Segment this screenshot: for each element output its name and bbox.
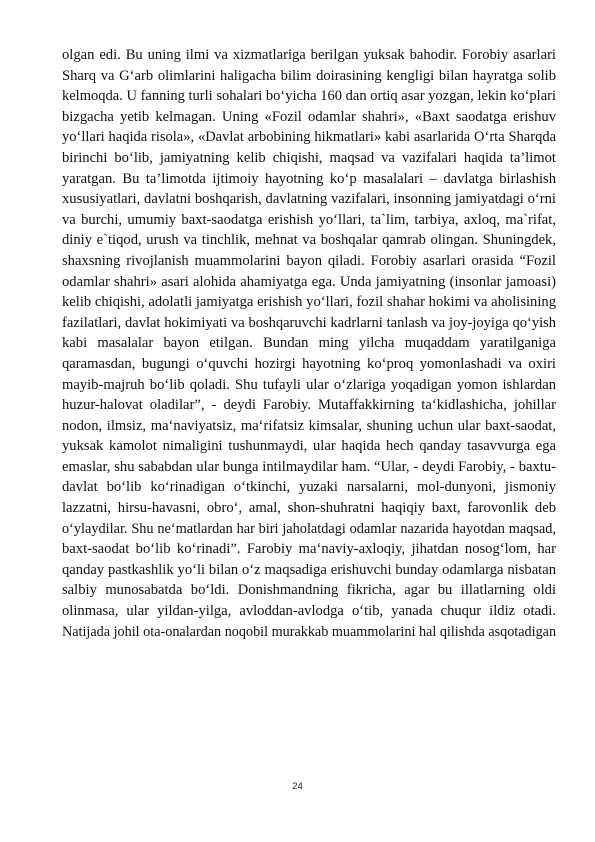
text-line: kabi masalalar bayon etilgan. Bundan ming yilcha muqaddam yaratilganiga bbox=[62, 335, 556, 352]
text-line: va burchi, umumiy baxt-saodatga erishish yo‘llari, ta`lim, tarbiya, axloq, ma`rifat, bbox=[62, 211, 556, 228]
text-line: Natijada johil ota-onalardan noqobil murakkab muammolarini hal qilishda asqotadigan bbox=[62, 623, 556, 640]
text-line: kelib chiqishi, adolatli jamiyatga erishish yo‘llari, fozil shahar hokimi va aholisining bbox=[62, 294, 556, 311]
text-line: yaratgan. Bu ta’limotda ijtimoiy hayotning ko‘p masalalari – davlatga birlashish bbox=[62, 170, 556, 187]
text-line: nodon, ilmsiz, ma‘naviyatsiz, ma‘rifatsiz kimsalar, shuning uchun ular baxt-saodat, bbox=[62, 417, 556, 434]
text-line: lazzatni, hirsu-havasni, obro‘, amal, shon-shuhratni haqiqiy baxt, farovonlik deb bbox=[62, 500, 556, 517]
text-line: salbiy munosabatda bo‘ldi. Donishmandning fikricha, agar bu illatlarning oldi bbox=[62, 582, 556, 599]
text-line: o‘ylaydilar. Shu ne‘matlardan har biri jaholatdagi odamlar nazarida hayotdan maqsad, bbox=[62, 520, 556, 537]
text-line: mayib-majruh bo‘lib qoladi. Shu tufayli ular o‘zlariga yoqadigan yomon ishlardan bbox=[62, 376, 556, 393]
text-line: kelmoqda. U fanning turli sohalari bo‘yicha 160 dan ortiq asar yozgan, lekin ko‘plari bbox=[62, 88, 556, 105]
text-line: xususiyatlari, davlatni boshqarish, davlatning vazifalari, insonning jamiyatdagi o‘rni bbox=[62, 191, 556, 208]
text-line: odamlar shahri» asari alohida ahamiyatga ega. Unda jamiyatning (insonlar jamoasi) bbox=[62, 273, 556, 290]
text-line: fazilatlari, davlat hokimiyati va boshqaruvchi kadrlarni tanlash va joy-joyiga qo‘yish bbox=[62, 314, 556, 331]
text-line: yuksak kamolot nimaligini tushunmaydi, ular haqida hech qanday tasavvurga ega bbox=[62, 438, 556, 455]
text-line: baxt-saodat bo‘lib ko‘rinadi”. Farobiy ma‘naviy-axloqiy, jihatdan nosog‘lom, har bbox=[62, 541, 556, 558]
text-line: emaslar, shu sababdan ular bunga intilmaydilar ham. “Ular, - deydi Farobiy, - baxtu- bbox=[62, 458, 556, 475]
text-line: olinmasa, ular yildan-yilga, avloddan-avlodga o‘tib, yanada chuqur ildiz otadi. bbox=[62, 603, 556, 620]
text-line: shaxsning rivojlanish muammolarini bayon qiladi. Forobiy asarlari orasida “Fozil bbox=[62, 252, 556, 269]
text-line: olgan edi. Bu uning ilmi va xizmatlariga berilgan yuksak bahodir. Forobiy asarlari bbox=[62, 47, 556, 63]
text-line: qanday pastkashlik yo‘li bilan o‘z maqsadiga erishuvchi bunday odamlarga nisbatan bbox=[62, 561, 556, 578]
text-line: yo‘llari haqida risola», «Davlat arbobining hikmatlari» kabi asarlarida O‘rta Sharqda bbox=[62, 129, 556, 146]
text-line: diniy e`tiqod, urush va tinchlik, mehnat va boshqalar qamrab olingan. Shuningdek, bbox=[62, 232, 556, 249]
text-line: Sharq va G‘arb olimlarini haligacha bilim doirasining kengligi bilan hayratga solib bbox=[62, 67, 556, 84]
body-text bbox=[62, 45, 556, 642]
text-line: birinchi bo‘lib, jamiyatning kelib chiqishi, maqsad va vazifalari haqida ta’limot bbox=[62, 149, 556, 166]
page-number: 24 bbox=[292, 781, 303, 792]
text-line: huzur-halovat oladilar”, - deydi Farobiy. Mutaffakkirning ta‘kidlashicha, johillar bbox=[62, 397, 556, 414]
text-line: qaramasdan, bugungi o‘quvchi hozirgi hayotning ko‘proq yomonlashadi va oxiri bbox=[62, 355, 556, 372]
text-line: bizgacha yetib kelmagan. Uning «Fozil odamlar shahri», «Baxt saodatga erishuv bbox=[62, 108, 556, 125]
text-line: davlat bo‘lib ko‘rinadigan o‘tkinchi, yuzaki narsalarni, mol-dunyoni, jismoniy bbox=[62, 479, 556, 496]
